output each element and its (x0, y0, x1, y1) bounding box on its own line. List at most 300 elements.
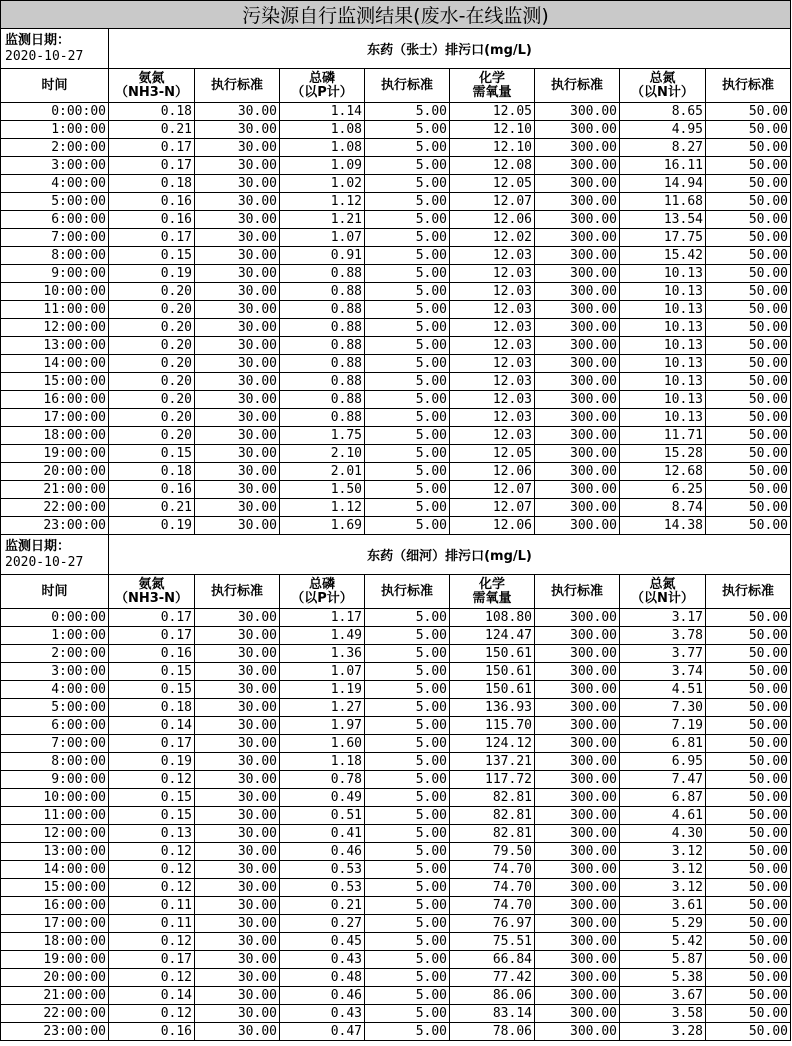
value-cell: 50.00 (706, 193, 791, 211)
time-cell: 7:00:00 (1, 229, 109, 247)
value-cell: 0.17 (109, 951, 195, 969)
value-cell: 50.00 (706, 229, 791, 247)
time-cell: 18:00:00 (1, 427, 109, 445)
value-cell: 8.65 (620, 103, 706, 121)
value-cell: 10.13 (620, 373, 706, 391)
value-cell: 0.15 (109, 663, 195, 681)
value-cell: 0.88 (280, 391, 365, 409)
value-cell: 300.00 (535, 499, 620, 517)
value-cell: 82.81 (450, 807, 535, 825)
time-cell: 5:00:00 (1, 193, 109, 211)
table-row (1, 409, 791, 427)
value-cell: 0.43 (280, 1005, 365, 1023)
time-cell: 15:00:00 (1, 879, 109, 897)
value-cell: 300.00 (535, 663, 620, 681)
time-cell: 21:00:00 (1, 481, 109, 499)
table-row (1, 609, 791, 627)
value-cell: 30.00 (195, 355, 280, 373)
table-row (1, 121, 791, 139)
value-cell: 150.61 (450, 645, 535, 663)
value-cell: 5.00 (365, 897, 450, 915)
value-cell: 10.13 (620, 391, 706, 409)
value-cell: 136.93 (450, 699, 535, 717)
time-cell: 1:00:00 (1, 627, 109, 645)
value-cell: 1.08 (280, 121, 365, 139)
value-cell: 30.00 (195, 139, 280, 157)
value-cell: 5.00 (365, 391, 450, 409)
value-cell: 0.21 (280, 897, 365, 915)
value-cell: 30.00 (195, 933, 280, 951)
value-cell: 30.00 (195, 283, 280, 301)
column-header-label: 执行标准 (380, 77, 433, 93)
column-header-label: 总氮 （以N计） (631, 576, 694, 606)
value-cell: 30.00 (195, 807, 280, 825)
value-cell: 300.00 (535, 897, 620, 915)
value-cell: 50.00 (706, 663, 791, 681)
table-row (1, 211, 791, 229)
value-cell: 50.00 (706, 319, 791, 337)
column-header (706, 69, 791, 103)
value-cell: 1.27 (280, 699, 365, 717)
table-row (1, 229, 791, 247)
value-cell: 50.00 (706, 175, 791, 193)
value-cell: 30.00 (195, 825, 280, 843)
value-cell: 50.00 (706, 951, 791, 969)
value-cell: 5.38 (620, 969, 706, 987)
value-cell: 0.15 (109, 445, 195, 463)
monitoring-date-value: 2020-10-27 (5, 48, 84, 64)
table-row (1, 951, 791, 969)
value-cell: 5.00 (365, 229, 450, 247)
time-cell: 18:00:00 (1, 933, 109, 951)
value-cell: 50.00 (706, 283, 791, 301)
column-header (535, 575, 620, 609)
value-cell: 6.95 (620, 753, 706, 771)
value-cell: 12.06 (450, 517, 535, 535)
table-row (1, 753, 791, 771)
value-cell: 77.42 (450, 969, 535, 987)
value-cell: 0.21 (109, 499, 195, 517)
table-row (1, 717, 791, 735)
value-cell: 0.12 (109, 1005, 195, 1023)
value-cell: 12.07 (450, 193, 535, 211)
value-cell: 5.00 (365, 139, 450, 157)
value-cell: 5.00 (365, 445, 450, 463)
value-cell: 300.00 (535, 645, 620, 663)
value-cell: 0.53 (280, 879, 365, 897)
value-cell: 0.15 (109, 681, 195, 699)
value-cell: 1.08 (280, 139, 365, 157)
value-cell: 0.12 (109, 861, 195, 879)
column-header (109, 69, 195, 103)
value-cell: 50.00 (706, 717, 791, 735)
time-cell: 6:00:00 (1, 211, 109, 229)
value-cell: 30.00 (195, 481, 280, 499)
value-cell: 1.12 (280, 193, 365, 211)
value-cell: 30.00 (195, 103, 280, 121)
value-cell: 300.00 (535, 409, 620, 427)
value-cell: 10.13 (620, 409, 706, 427)
value-cell: 50.00 (706, 301, 791, 319)
column-header (280, 575, 365, 609)
value-cell: 5.00 (365, 717, 450, 735)
value-cell: 79.50 (450, 843, 535, 861)
value-cell: 74.70 (450, 861, 535, 879)
value-cell: 74.70 (450, 879, 535, 897)
value-cell: 50.00 (706, 157, 791, 175)
value-cell: 50.00 (706, 517, 791, 535)
value-cell: 300.00 (535, 861, 620, 879)
value-cell: 30.00 (195, 391, 280, 409)
table-row (1, 193, 791, 211)
value-cell: 12.10 (450, 139, 535, 157)
value-cell: 5.00 (365, 771, 450, 789)
value-cell: 50.00 (706, 627, 791, 645)
value-cell: 0.20 (109, 373, 195, 391)
value-cell: 50.00 (706, 121, 791, 139)
table-row (1, 517, 791, 535)
value-cell: 10.13 (620, 301, 706, 319)
column-header (365, 575, 450, 609)
value-cell: 86.06 (450, 987, 535, 1005)
value-cell: 50.00 (706, 391, 791, 409)
value-cell: 300.00 (535, 319, 620, 337)
value-cell: 0.12 (109, 879, 195, 897)
value-cell: 30.00 (195, 175, 280, 193)
value-cell: 0.16 (109, 481, 195, 499)
value-cell: 0.17 (109, 157, 195, 175)
value-cell: 300.00 (535, 157, 620, 175)
value-cell: 10.13 (620, 355, 706, 373)
value-cell: 5.00 (365, 807, 450, 825)
value-cell: 0.20 (109, 391, 195, 409)
time-cell: 14:00:00 (1, 355, 109, 373)
value-cell: 5.00 (365, 319, 450, 337)
value-cell: 0.18 (109, 175, 195, 193)
value-cell: 0.14 (109, 987, 195, 1005)
column-header-label: 时间 (41, 583, 68, 599)
value-cell: 0.20 (109, 427, 195, 445)
time-cell: 19:00:00 (1, 445, 109, 463)
value-cell: 12.06 (450, 463, 535, 481)
outlet-name: 东药（张士）排污口(mg/L) (109, 29, 791, 69)
time-cell: 16:00:00 (1, 897, 109, 915)
value-cell: 7.30 (620, 699, 706, 717)
column-header (365, 69, 450, 103)
value-cell: 30.00 (195, 717, 280, 735)
value-cell: 50.00 (706, 1023, 791, 1041)
time-cell: 8:00:00 (1, 753, 109, 771)
table-row (1, 355, 791, 373)
value-cell: 75.51 (450, 933, 535, 951)
value-cell: 0.12 (109, 969, 195, 987)
column-header (195, 575, 280, 609)
value-cell: 30.00 (195, 301, 280, 319)
table-row (1, 283, 791, 301)
value-cell: 0.17 (109, 609, 195, 627)
value-cell: 1.14 (280, 103, 365, 121)
value-cell: 5.00 (365, 157, 450, 175)
time-cell: 20:00:00 (1, 969, 109, 987)
table-row (1, 427, 791, 445)
value-cell: 50.00 (706, 987, 791, 1005)
value-cell: 50.00 (706, 825, 791, 843)
monitoring-date-cell (1, 29, 109, 69)
time-cell: 8:00:00 (1, 247, 109, 265)
value-cell: 7.19 (620, 717, 706, 735)
value-cell: 6.87 (620, 789, 706, 807)
time-cell: 22:00:00 (1, 1005, 109, 1023)
value-cell: 50.00 (706, 843, 791, 861)
value-cell: 50.00 (706, 771, 791, 789)
value-cell: 0.41 (280, 825, 365, 843)
value-cell: 50.00 (706, 681, 791, 699)
value-cell: 30.00 (195, 247, 280, 265)
value-cell: 5.00 (365, 609, 450, 627)
value-cell: 300.00 (535, 969, 620, 987)
value-cell: 30.00 (195, 843, 280, 861)
value-cell: 0.12 (109, 771, 195, 789)
value-cell: 12.03 (450, 373, 535, 391)
value-cell: 300.00 (535, 463, 620, 481)
value-cell: 3.78 (620, 627, 706, 645)
value-cell: 300.00 (535, 247, 620, 265)
value-cell: 30.00 (195, 427, 280, 445)
value-cell: 5.00 (365, 663, 450, 681)
value-cell: 3.12 (620, 879, 706, 897)
value-cell: 1.36 (280, 645, 365, 663)
value-cell: 50.00 (706, 355, 791, 373)
value-cell: 0.14 (109, 717, 195, 735)
value-cell: 5.00 (365, 753, 450, 771)
table-row (1, 391, 791, 409)
column-header-label: 执行标准 (210, 77, 263, 93)
column-header-label: 氨氮 （NH3-N） (114, 70, 189, 100)
table-row (1, 663, 791, 681)
value-cell: 300.00 (535, 789, 620, 807)
value-cell: 30.00 (195, 915, 280, 933)
value-cell: 6.25 (620, 481, 706, 499)
value-cell: 0.46 (280, 843, 365, 861)
value-cell: 5.00 (365, 879, 450, 897)
value-cell: 5.00 (365, 699, 450, 717)
time-cell: 9:00:00 (1, 771, 109, 789)
value-cell: 12.68 (620, 463, 706, 481)
time-cell: 16:00:00 (1, 391, 109, 409)
table-row (1, 915, 791, 933)
value-cell: 30.00 (195, 1023, 280, 1041)
table-row (1, 481, 791, 499)
value-cell: 30.00 (195, 879, 280, 897)
value-cell: 5.00 (365, 175, 450, 193)
value-cell: 0.12 (109, 843, 195, 861)
table-row (1, 861, 791, 879)
value-cell: 0.16 (109, 645, 195, 663)
value-cell: 1.09 (280, 157, 365, 175)
value-cell: 124.47 (450, 627, 535, 645)
value-cell: 4.30 (620, 825, 706, 843)
time-cell: 23:00:00 (1, 1023, 109, 1041)
value-cell: 15.42 (620, 247, 706, 265)
value-cell: 30.00 (195, 609, 280, 627)
value-cell: 2.10 (280, 445, 365, 463)
time-cell: 3:00:00 (1, 157, 109, 175)
value-cell: 0.49 (280, 789, 365, 807)
value-cell: 1.17 (280, 609, 365, 627)
value-cell: 30.00 (195, 121, 280, 139)
value-cell: 150.61 (450, 681, 535, 699)
value-cell: 12.05 (450, 445, 535, 463)
value-cell: 17.75 (620, 229, 706, 247)
value-cell: 50.00 (706, 481, 791, 499)
table-row (1, 1023, 791, 1041)
value-cell: 5.00 (365, 283, 450, 301)
value-cell: 300.00 (535, 265, 620, 283)
value-cell: 3.17 (620, 609, 706, 627)
value-cell: 30.00 (195, 463, 280, 481)
time-cell: 12:00:00 (1, 319, 109, 337)
column-header-label: 化学 需氧量 (472, 576, 512, 606)
time-cell: 19:00:00 (1, 951, 109, 969)
value-cell: 3.58 (620, 1005, 706, 1023)
value-cell: 300.00 (535, 627, 620, 645)
value-cell: 3.61 (620, 897, 706, 915)
value-cell: 0.88 (280, 409, 365, 427)
value-cell: 0.17 (109, 735, 195, 753)
monitoring-date-value: 2020-10-27 (5, 554, 84, 570)
time-cell: 9:00:00 (1, 265, 109, 283)
column-header (450, 69, 535, 103)
value-cell: 30.00 (195, 319, 280, 337)
value-cell: 0.15 (109, 807, 195, 825)
value-cell: 30.00 (195, 951, 280, 969)
value-cell: 0.19 (109, 265, 195, 283)
value-cell: 30.00 (195, 897, 280, 915)
value-cell: 0.51 (280, 807, 365, 825)
value-cell: 5.00 (365, 409, 450, 427)
value-cell: 150.61 (450, 663, 535, 681)
column-header (706, 575, 791, 609)
column-header (535, 69, 620, 103)
value-cell: 50.00 (706, 499, 791, 517)
value-cell: 0.19 (109, 753, 195, 771)
value-cell: 14.38 (620, 517, 706, 535)
value-cell: 5.00 (365, 103, 450, 121)
value-cell: 30.00 (195, 193, 280, 211)
value-cell: 1.50 (280, 481, 365, 499)
value-cell: 0.27 (280, 915, 365, 933)
value-cell: 50.00 (706, 861, 791, 879)
value-cell: 30.00 (195, 1005, 280, 1023)
value-cell: 10.13 (620, 265, 706, 283)
value-cell: 5.29 (620, 915, 706, 933)
value-cell: 5.00 (365, 1023, 450, 1041)
value-cell: 14.94 (620, 175, 706, 193)
table-row (1, 771, 791, 789)
table-row (1, 933, 791, 951)
value-cell: 0.20 (109, 409, 195, 427)
table-row (1, 319, 791, 337)
time-cell: 0:00:00 (1, 103, 109, 121)
value-cell: 5.00 (365, 517, 450, 535)
column-header-label: 执行标准 (550, 583, 603, 599)
value-cell: 13.54 (620, 211, 706, 229)
column-header-label: 执行标准 (210, 583, 263, 599)
value-cell: 3.12 (620, 843, 706, 861)
value-cell: 50.00 (706, 753, 791, 771)
value-cell: 300.00 (535, 427, 620, 445)
value-cell: 50.00 (706, 735, 791, 753)
value-cell: 30.00 (195, 409, 280, 427)
value-cell: 300.00 (535, 337, 620, 355)
value-cell: 300.00 (535, 681, 620, 699)
time-cell: 13:00:00 (1, 337, 109, 355)
time-cell: 20:00:00 (1, 463, 109, 481)
value-cell: 66.84 (450, 951, 535, 969)
value-cell: 12.03 (450, 283, 535, 301)
value-cell: 1.02 (280, 175, 365, 193)
column-header-label: 执行标准 (380, 583, 433, 599)
value-cell: 300.00 (535, 517, 620, 535)
time-cell: 11:00:00 (1, 301, 109, 319)
value-cell: 300.00 (535, 735, 620, 753)
value-cell: 0.15 (109, 247, 195, 265)
value-cell: 0.19 (109, 517, 195, 535)
value-cell: 0.53 (280, 861, 365, 879)
value-cell: 50.00 (706, 103, 791, 121)
time-cell: 13:00:00 (1, 843, 109, 861)
time-cell: 1:00:00 (1, 121, 109, 139)
value-cell: 12.03 (450, 301, 535, 319)
value-cell: 50.00 (706, 445, 791, 463)
table-row (1, 445, 791, 463)
value-cell: 0.15 (109, 789, 195, 807)
table-row (1, 337, 791, 355)
column-header-label: 总磷 （以P计） (291, 576, 353, 606)
value-cell: 30.00 (195, 211, 280, 229)
time-cell: 2:00:00 (1, 139, 109, 157)
column-header (109, 575, 195, 609)
time-cell: 23:00:00 (1, 517, 109, 535)
value-cell: 0.11 (109, 897, 195, 915)
value-cell: 5.00 (365, 825, 450, 843)
value-cell: 12.03 (450, 427, 535, 445)
value-cell: 1.60 (280, 735, 365, 753)
value-cell: 0.43 (280, 951, 365, 969)
value-cell: 300.00 (535, 283, 620, 301)
table-row (1, 879, 791, 897)
value-cell: 5.00 (365, 301, 450, 319)
value-cell: 50.00 (706, 373, 791, 391)
value-cell: 0.45 (280, 933, 365, 951)
table-row (1, 301, 791, 319)
value-cell: 1.21 (280, 211, 365, 229)
value-cell: 5.00 (365, 915, 450, 933)
value-cell: 300.00 (535, 355, 620, 373)
column-header (450, 575, 535, 609)
value-cell: 50.00 (706, 699, 791, 717)
table-row (1, 175, 791, 193)
value-cell: 30.00 (195, 229, 280, 247)
value-cell: 30.00 (195, 753, 280, 771)
value-cell: 30.00 (195, 861, 280, 879)
value-cell: 50.00 (706, 789, 791, 807)
value-cell: 2.01 (280, 463, 365, 481)
value-cell: 12.07 (450, 481, 535, 499)
value-cell: 8.27 (620, 139, 706, 157)
table-row (1, 681, 791, 699)
value-cell: 300.00 (535, 987, 620, 1005)
